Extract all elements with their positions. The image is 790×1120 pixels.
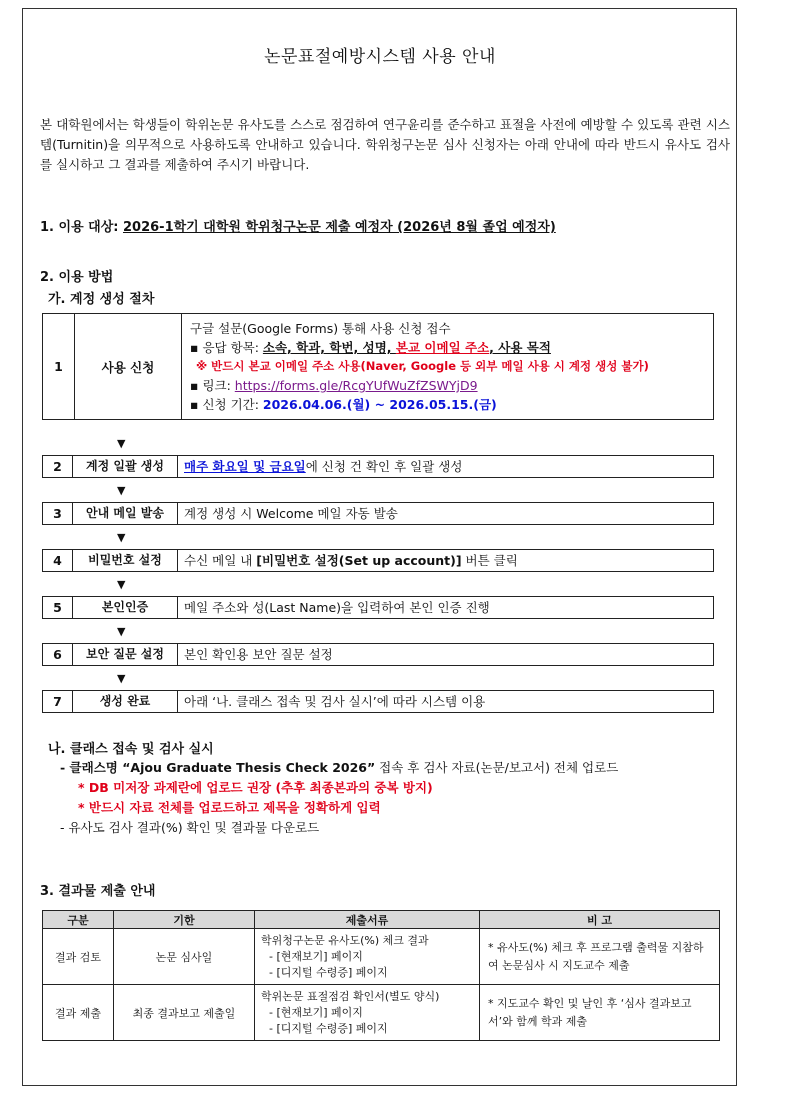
step-6-row [42, 643, 714, 666]
step-4-number: 4 [43, 550, 73, 571]
step-1-items: ▪ 응답 항목: 소속, 학과, 학번, 성명, 본교 이메일 주소, 사용 목적 [190, 340, 551, 355]
step-2-desc: 매주 화요일 및 금요일에 신청 건 확인 후 일괄 생성 [184, 459, 463, 474]
section-2-subtitle: 가. 계정 생성 절차 [48, 292, 155, 307]
step-7-row [42, 690, 714, 713]
step-1-period-line: ▪ 신청 기간: 2026.04.06.(월) ~ 2026.05.15.(금) [190, 397, 497, 412]
table-cell: 논문 심사일 [114, 929, 255, 985]
table-header: 기한 [114, 911, 255, 929]
step-2-row [42, 455, 714, 478]
step-5-desc: 메일 주소와 성(Last Name)을 입력하여 본인 인증 진행 [184, 600, 490, 615]
arrow-down-icon: ▼ [117, 437, 126, 450]
step-1-warning: ※ 반드시 본교 이메일 주소 사용(Naver, Google 등 외부 메일 사용 시 계정 생성 불가) [196, 359, 649, 373]
step-7-desc: 아래 ‘나. 클래스 접속 및 검사 실시’에 따라 시스템 이용 [184, 694, 486, 709]
table-header: 구분 [43, 911, 114, 929]
step-1-link-line: ▪ 링크: https://forms.gle/RcgYUfWuZfZSWYjD9 [190, 378, 478, 393]
arrow-down-icon: ▼ [117, 625, 126, 638]
step-7-head: 생성 완료 [73, 691, 178, 712]
step-7-number: 7 [43, 691, 73, 712]
section-n-line1: - 클래스명 “Ajou Graduate Thesis Check 2026” 접속 후 검사 자료(논문/보고서) 전체 업로드 [60, 760, 619, 775]
section-2-title: 2. 이용 방법 [40, 270, 114, 285]
arrow-down-icon: ▼ [117, 672, 126, 685]
step-1-number: 1 [43, 314, 75, 420]
table-cell: 최종 결과보고 제출일 [114, 985, 255, 1041]
step-3-row [42, 502, 714, 525]
step-1-line1: 구글 설문(Google Forms) 통해 사용 신청 접수 [190, 321, 451, 336]
table-cell-note: * 지도교수 확인 및 날인 후 ‘심사 결과보고서’와 함께 학과 제출 [480, 985, 720, 1041]
section-n-line4: - 유사도 검사 결과(%) 확인 및 결과물 다운로드 [60, 820, 320, 835]
step-1-head: 사용 신청 [75, 314, 182, 420]
section-1-label: 1. 이용 대상: [40, 220, 123, 235]
section-n-line3: * 반드시 자료 전체를 업로드하고 제목을 정확하게 입력 [78, 800, 381, 815]
section-3-title: 3. 결과물 제출 안내 [40, 884, 156, 899]
step-4-row [42, 549, 714, 572]
table-cell: 결과 제출 [43, 985, 114, 1041]
step-4-desc: 수신 메일 내 [비밀번호 설정(Set up account)] 버튼 클릭 [184, 553, 518, 568]
table-header: 비 고 [480, 911, 720, 929]
page-title: 논문표절예방시스템 사용 안내 [264, 47, 496, 67]
application-period: 2026.04.06.(월) ~ 2026.05.15.(금) [262, 397, 497, 412]
arrow-down-icon: ▼ [117, 484, 126, 497]
step-5-row [42, 596, 714, 619]
table-cell-docs: 학위청구논문 유사도(%) 체크 결과 - [현재보기] 페이지 - [디지털 수령증] 페이지 [255, 929, 480, 985]
step-3-desc: 계정 생성 시 Welcome 메일 자동 발송 [184, 506, 398, 521]
step-5-head: 본인인증 [73, 597, 178, 618]
step-1-table [42, 313, 714, 420]
table-cell-docs: 학위논문 표절점검 확인서(별도 양식) - [현재보기] 페이지 - [디지털 수령증] 페이지 [255, 985, 480, 1041]
arrow-down-icon: ▼ [117, 578, 126, 591]
forms-link[interactable]: https://forms.gle/RcgYUfWuZfZSWYjD9 [234, 378, 478, 393]
arrow-down-icon: ▼ [117, 531, 126, 544]
table-header-row [43, 911, 720, 929]
step-1-desc [182, 314, 714, 420]
step-4-head: 비밀번호 설정 [73, 550, 178, 571]
step-6-number: 6 [43, 644, 73, 665]
table-header: 제출서류 [255, 911, 480, 929]
table-cell: 결과 검토 [43, 929, 114, 985]
step-5-number: 5 [43, 597, 73, 618]
section-1 [40, 216, 556, 235]
intro-paragraph: 본 대학원에서는 학생들이 학위논문 유사도를 스스로 점검하여 연구윤리를 준수하고 표절을 사전에 예방할 수 있도록 관련 시스템(Turnitin)을 의무적으로 사용하도록 안내하고 있습니다. 학위청구논문 심사 신청자는 아래 안내에 따라 반드시 유사도 검사를 실시하고 그 결과를 제출하여 주시기 바랍니다. [40, 117, 730, 172]
step-3-number: 3 [43, 503, 73, 524]
submission-table [42, 910, 720, 1041]
section-n-line2: * DB 미저장 과제란에 업로드 권장 (추후 최종본과의 중복 방지) [78, 780, 433, 795]
step-6-head: 보안 질문 설정 [73, 644, 178, 665]
step-6-desc: 본인 확인용 보안 질문 설정 [184, 647, 333, 662]
table-row [43, 929, 720, 985]
step-2-head: 계정 일괄 생성 [73, 456, 178, 477]
step-2-number: 2 [43, 456, 73, 477]
step-3-head: 안내 메일 발송 [73, 503, 178, 524]
table-row [43, 985, 720, 1041]
table-cell-note: * 유사도(%) 체크 후 프로그램 출력물 지참하여 논문심사 시 지도교수 제출 [480, 929, 720, 985]
section-n-title: 나. 클래스 접속 및 검사 실시 [48, 742, 214, 757]
section-1-value: 2026-1학기 대학원 학위청구논문 제출 예정자 (2026년 8월 졸업 예정자) [123, 220, 556, 235]
